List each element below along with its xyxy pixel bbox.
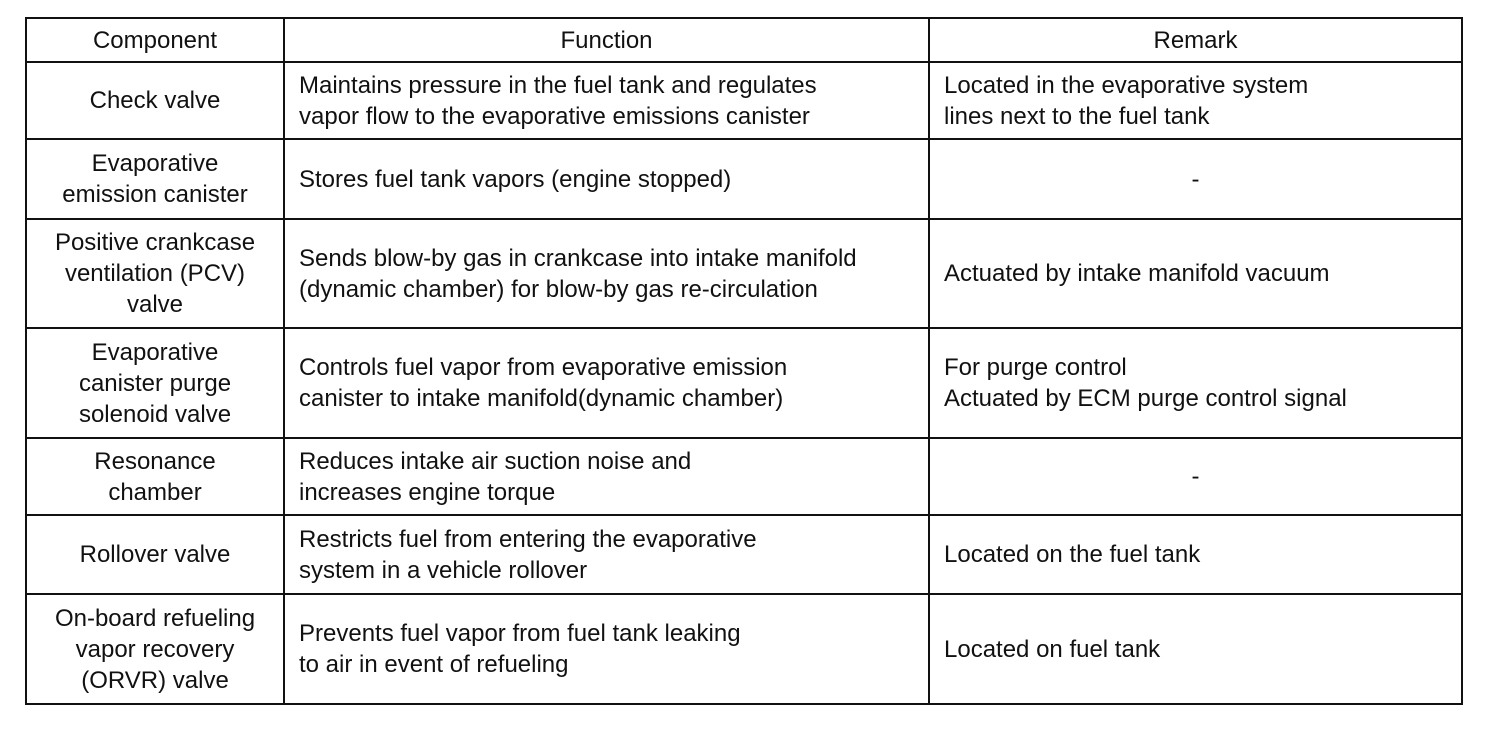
function-cell: Sends blow-by gas in crankcase into intake manifold (dynamic chamber) for blow-by gas re-circulation	[284, 219, 929, 328]
function-cell: Maintains pressure in the fuel tank and regulates vapor flow to the evaporative emissions canister	[284, 62, 929, 139]
table-row	[26, 219, 1462, 328]
function-cell: Restricts fuel from entering the evaporative system in a vehicle rollover	[284, 515, 929, 594]
table-row	[26, 594, 1462, 704]
component-cell: Check valve	[26, 62, 284, 139]
remark-cell: Located in the evaporative system lines next to the fuel tank	[929, 62, 1462, 139]
remark-cell: Actuated by intake manifold vacuum	[929, 219, 1462, 328]
component-cell: Positive crankcase ventilation (PCV) valve	[26, 219, 284, 328]
remark-cell: Located on the fuel tank	[929, 515, 1462, 594]
emission-components-table	[25, 17, 1463, 705]
remark-cell: For purge control Actuated by ECM purge control signal	[929, 328, 1462, 438]
header-function: Function	[284, 18, 929, 62]
table-row	[26, 62, 1462, 139]
table-row	[26, 438, 1462, 515]
table-header-row	[26, 18, 1462, 62]
function-cell: Prevents fuel vapor from fuel tank leaking to air in event of refueling	[284, 594, 929, 704]
function-cell: Controls fuel vapor from evaporative emission canister to intake manifold(dynamic chamber)	[284, 328, 929, 438]
table-row	[26, 328, 1462, 438]
remark-cell: -	[929, 438, 1462, 515]
component-cell: Evaporative emission canister	[26, 139, 284, 219]
table-row	[26, 515, 1462, 594]
component-cell: On-board refueling vapor recovery (ORVR) valve	[26, 594, 284, 704]
remark-cell: -	[929, 139, 1462, 219]
table-row	[26, 139, 1462, 219]
header-component: Component	[26, 18, 284, 62]
component-cell: Evaporative canister purge solenoid valve	[26, 328, 284, 438]
function-cell: Stores fuel tank vapors (engine stopped)	[284, 139, 929, 219]
header-remark: Remark	[929, 18, 1462, 62]
component-cell: Rollover valve	[26, 515, 284, 594]
component-cell: Resonance chamber	[26, 438, 284, 515]
function-cell: Reduces intake air suction noise and increases engine torque	[284, 438, 929, 515]
remark-cell: Located on fuel tank	[929, 594, 1462, 704]
